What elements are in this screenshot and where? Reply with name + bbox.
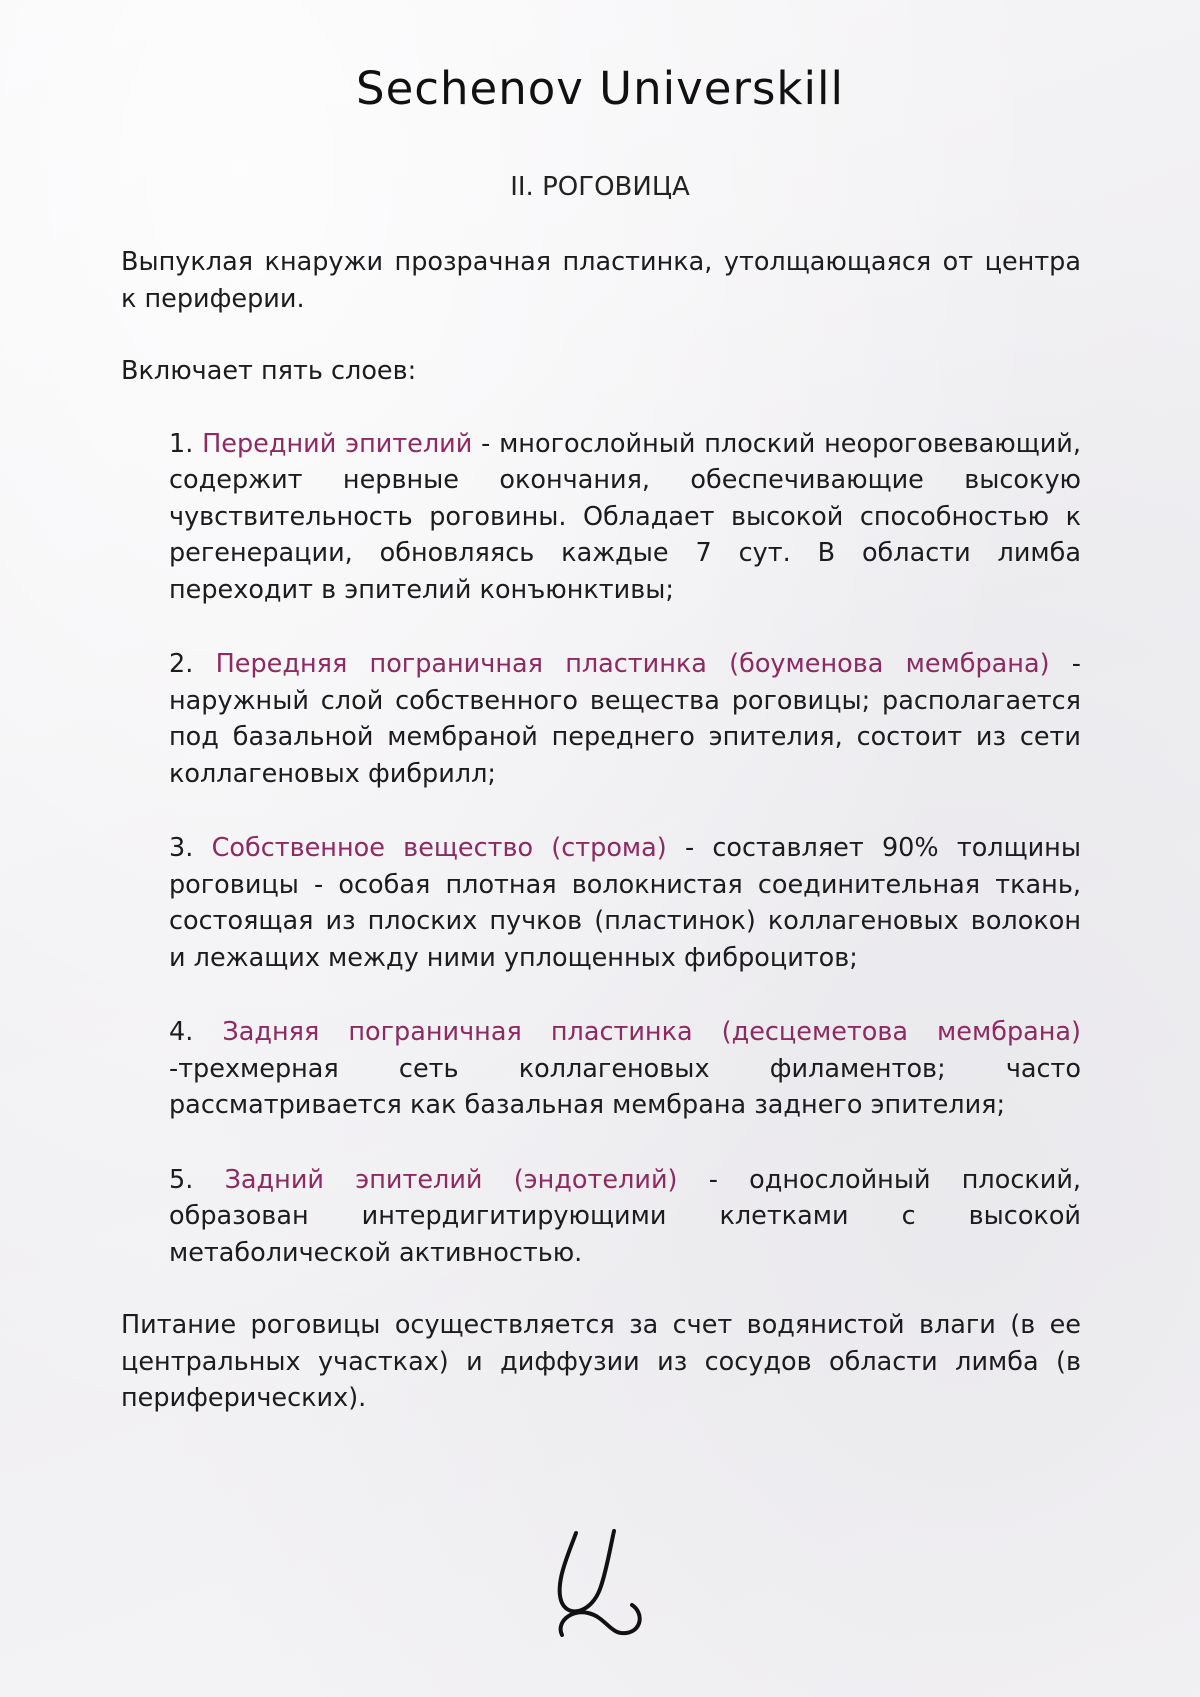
document-body: [121, 244, 1081, 1417]
list-number: 2.: [169, 649, 194, 679]
layer-term: Задняя пограничная пластинка (десцеметова мембрана): [222, 1017, 1082, 1047]
list-item: [169, 1014, 1081, 1124]
list-number: 3.: [169, 833, 194, 863]
layers-lead: Включает пять слоев:: [121, 356, 417, 386]
layer-description: - однослойный плоский, образован интердигитирующими клетками с высокой метаболической активностью.: [169, 1164, 1081, 1268]
intro-paragraph: Выпуклая кнаружи прозрачная пластинка, утолщающаяся от центра к периферии.: [121, 247, 1081, 314]
layer-term: Передний эпителий: [202, 428, 473, 459]
layers-list: [121, 426, 1081, 1272]
layer-term: Передняя пограничная пластинка (боуменова мембрана): [215, 649, 1050, 679]
layer-description: - наружный слой собственного вещества роговицы; располагается под базальной мембраной переднего эпителия, состоит из сети коллагеновых фибрилл;: [169, 649, 1081, 789]
list-number: 5.: [169, 1164, 194, 1195]
page-title: Sechenov Universkill: [356, 62, 844, 115]
list-number: 1.: [169, 428, 194, 459]
layer-description: -трехмерная сеть коллагеновых филаментов; часто рассматривается как базальная мембрана заднего эпителия;: [169, 1053, 1081, 1120]
list-item: [169, 830, 1081, 976]
list-number: 4.: [169, 1017, 194, 1047]
layer-term: Собственное вещество (строма): [211, 833, 667, 863]
layer-term: Задний эпителий (эндотелий): [224, 1164, 678, 1195]
layer-description: - многослойный плоский неороговевающий, содержит нервные окончания, обеспечивающие высокую чувствительность роговины. Обладает высокой способностью к регенерации, обновляясь каждые 7 сут. В области лимба переходит в эпителий конъюнктивы;: [169, 428, 1081, 605]
list-item: [169, 646, 1081, 792]
list-item: [169, 426, 1081, 609]
universkill-logo-icon: [548, 1525, 658, 1645]
conclusion-paragraph: Питание роговицы осуществляется за счет водянистой влаги (в ее центральных участках) и диффузии из сосудов области лимба (в периферических).: [121, 1310, 1081, 1413]
layer-description: - составляет 90% толщины роговицы - особая плотная волокнистая соединительная ткань, состоящая из плоских пучков (пластинок) коллагеновых волокон и лежащих между ними уплощенных фиброцитов;: [169, 833, 1081, 973]
list-item: [169, 1162, 1081, 1272]
section-heading: II. РОГОВИЦА: [510, 172, 690, 202]
